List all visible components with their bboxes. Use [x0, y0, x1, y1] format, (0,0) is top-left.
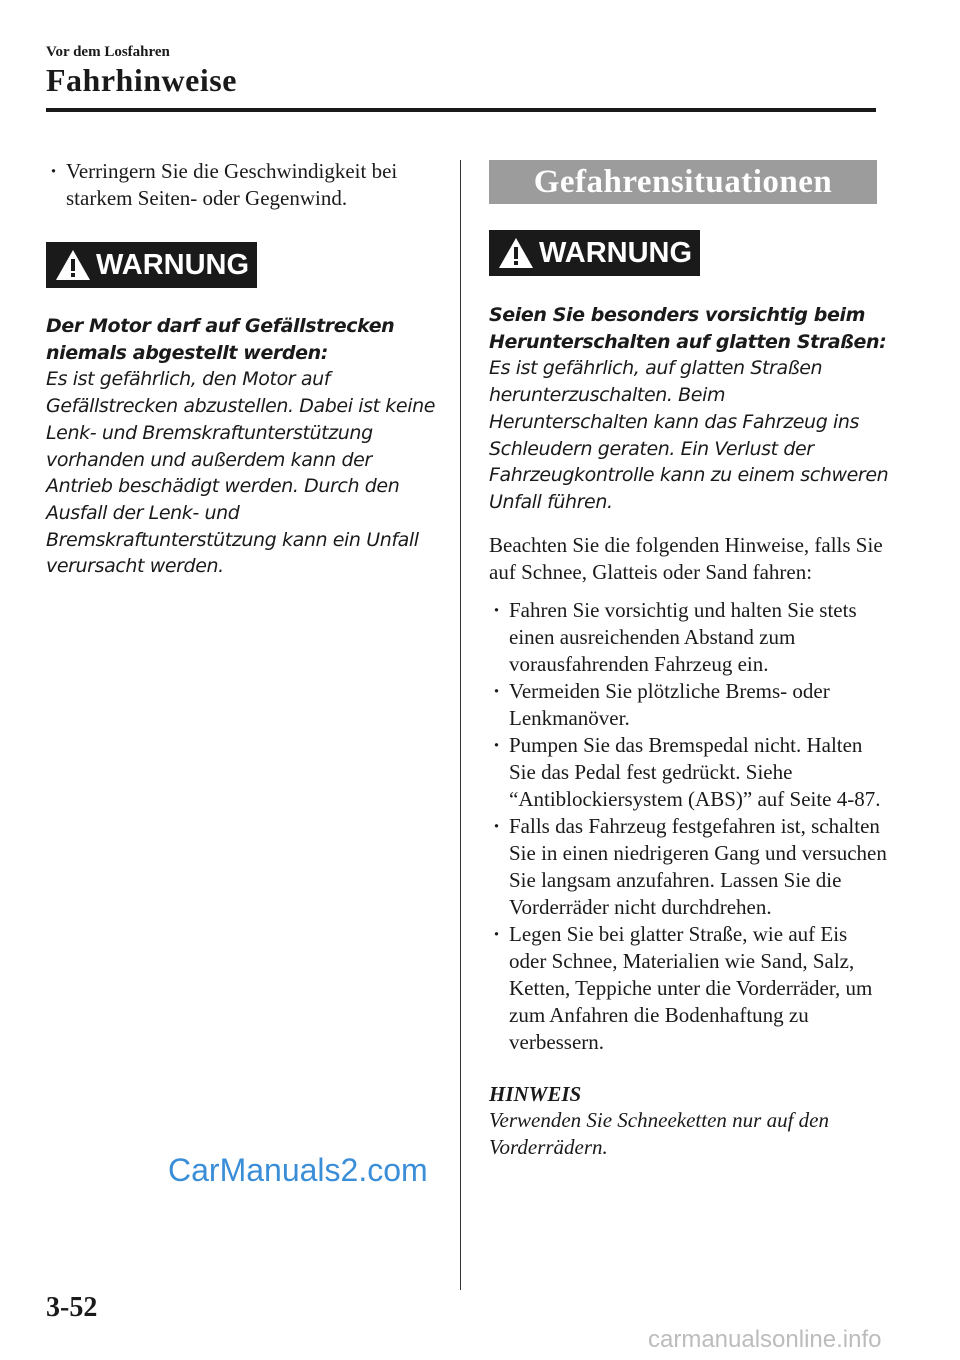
note-heading: HINWEIS: [489, 1081, 582, 1106]
intro-paragraph: Beachten Sie die folgenden Hinweise, falls Sie auf Schnee, Glatteis oder Sand fahren:: [489, 532, 883, 584]
watermark-logo: CarManuals2.com: [168, 1152, 428, 1188]
note-text: Verwenden Sie Schneeketten nur auf den Vorderrädern.: [489, 1107, 829, 1159]
warning-triangle-icon: [497, 236, 535, 270]
right-warning-badge: [489, 230, 700, 276]
warning-triangle-icon: [54, 248, 92, 282]
left-warning-badge: [46, 242, 257, 288]
list-item: · Vermeiden Sie plötzliche Brems- oder Lenkmanöver.: [489, 678, 889, 732]
warning-heading: Seien Sie besonders vorsichtig beim Herunterschalten auf glatten Straßen:: [489, 304, 887, 353]
list-item: · Verringern Sie die Geschwindigkeit bei starkem Seiten- oder Gegenwind.: [46, 158, 436, 212]
header-rule: [46, 108, 876, 112]
header-section: Vor dem Losfahren: [46, 44, 170, 60]
list-item: · Fahren Sie vorsichtig und halten Sie stets einen ausreichenden Abstand zum vorausfahrenden Fahrzeug ein.: [489, 597, 889, 678]
list-item: · Falls das Fahrzeug festgefahren ist, schalten Sie in einen niedrigeren Gang und versuchen Sie langsam anzufahren. Lassen Sie die Vorderräder nicht durchdrehen.: [489, 813, 889, 921]
warning-label: WARNUNG: [539, 236, 693, 269]
list-item: · Legen Sie bei glatter Straße, wie auf Eis oder Schnee, Materialien wie Sand, Salz, Ketten, Teppiche unter die Vorderräder, um zum Anfahren die Bodenhaftung zu verbessern.: [489, 921, 889, 1056]
page-number: 3-52: [46, 1292, 98, 1323]
right-bullet-list: [489, 597, 889, 1056]
warning-label: WARNUNG: [96, 248, 250, 281]
right-column: [489, 160, 889, 1161]
left-warning-text: [46, 313, 436, 580]
list-item: · Pumpen Sie das Bremspedal nicht. Halten Sie das Pedal fest gedrückt. Siehe “Antiblockiersystem (ABS)” auf Seite 4-87.: [489, 732, 889, 813]
left-bullet-list: [46, 158, 436, 212]
right-warning-text: [489, 302, 889, 516]
column-divider: [460, 160, 461, 1290]
footer-watermark: carmanualsonline.info: [648, 1326, 882, 1353]
warning-body: Es ist gefährlich, den Motor auf Gefällstrecken abzustellen. Dabei ist keine Lenk- und Bremskraftunterstützung vorhanden und außerdem kann der Antrieb beschädigt werden. Durch den Ausfall der Lenk- und Bremskraftunterstützung kann ein Unfall verursacht werden.: [46, 368, 436, 578]
section-banner: Gefahrensituationen: [489, 160, 877, 204]
warning-body: Es ist gefährlich, auf glatten Straßen herunterzuschalten. Beim Herunterschalten kann das Fahrzeug ins Schleudern geraten. Ein Verlust der Fahrzeugkontrolle kann zu einem schweren Unfall führen.: [489, 357, 889, 513]
page-title: Fahrhinweise: [46, 62, 237, 98]
left-column: [46, 158, 436, 580]
warning-heading: Der Motor darf auf Gefällstrecken niemals abgestellt werden:: [46, 315, 395, 364]
